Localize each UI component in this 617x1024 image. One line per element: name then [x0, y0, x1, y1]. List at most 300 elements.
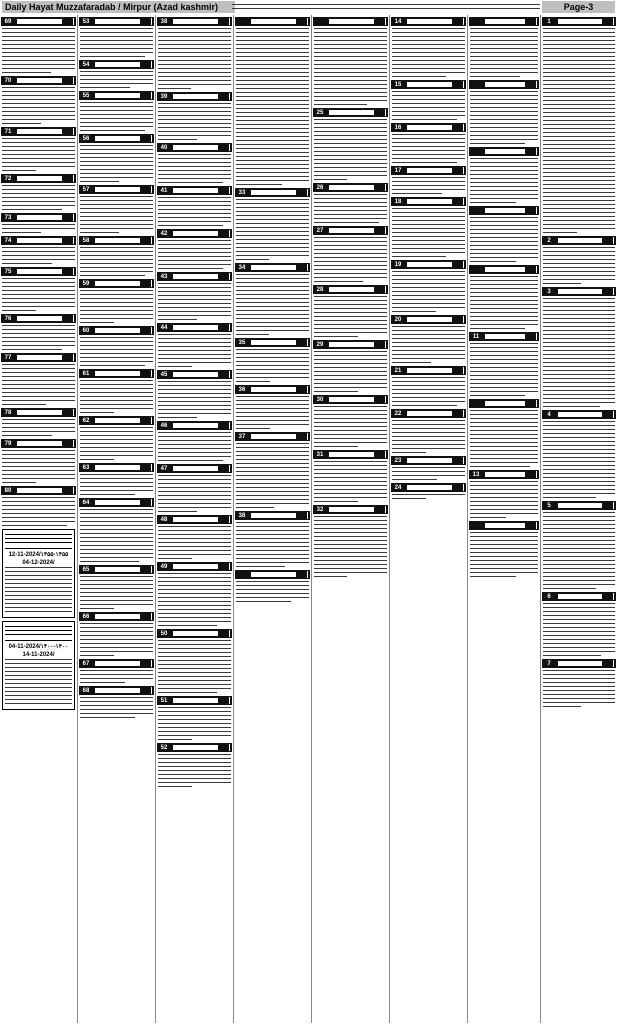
- text-line: [236, 538, 309, 539]
- text-line: [236, 471, 309, 472]
- ad-header-bar: [79, 463, 154, 472]
- text-line: [2, 380, 75, 381]
- text-line: [236, 534, 309, 535]
- text-line: [470, 245, 538, 246]
- text-line: [314, 60, 387, 61]
- text-line: [392, 154, 465, 155]
- ad-tag: [453, 81, 464, 88]
- text-line: [314, 391, 358, 392]
- text-line: [80, 71, 153, 72]
- text-line: [392, 338, 465, 339]
- ad-number: 79: [4, 440, 12, 447]
- text-line: [543, 216, 615, 217]
- ad-number: 11: [472, 333, 480, 340]
- text-line: [80, 322, 114, 323]
- text-line: [236, 318, 309, 319]
- text-line: [470, 64, 538, 65]
- text-line: [158, 358, 231, 359]
- text-line: [543, 635, 615, 636]
- text-line: [80, 674, 153, 675]
- text-line: [80, 604, 153, 605]
- text-line: [2, 497, 75, 498]
- text-line: [236, 92, 309, 93]
- ad-header-bar: [313, 340, 388, 349]
- ad-header-bar: [1, 267, 76, 276]
- ad-text-block: [392, 377, 465, 406]
- text-line: [236, 495, 309, 496]
- text-line: [158, 601, 231, 602]
- text-line: [158, 460, 223, 461]
- text-line: [392, 311, 436, 312]
- text-line: [470, 375, 538, 376]
- text-line: [2, 306, 75, 307]
- text-line: [470, 276, 538, 277]
- ad-header-bar: [391, 80, 466, 89]
- text-line: [2, 427, 75, 428]
- text-line: [543, 485, 615, 486]
- ad-text-block: [543, 670, 615, 707]
- text-line: [236, 503, 309, 504]
- text-line: [158, 664, 231, 665]
- text-line: [470, 556, 538, 557]
- ad-header-bar: [157, 186, 232, 195]
- ad-title-slot: [17, 238, 62, 243]
- ad-tag: [453, 410, 464, 417]
- text-line: [2, 87, 75, 88]
- text-line: [236, 306, 309, 307]
- ad-number: 66: [82, 613, 90, 620]
- text-line: [470, 174, 538, 175]
- text-line: [392, 381, 465, 382]
- text-line: [158, 762, 231, 763]
- ad-text-block: [470, 481, 538, 518]
- text-line: [543, 88, 615, 89]
- ad-title-slot: [485, 82, 525, 87]
- text-line: [158, 56, 231, 57]
- text-line: [80, 537, 153, 538]
- text-line: [2, 521, 75, 522]
- text-line: [392, 228, 465, 229]
- text-line: [543, 588, 596, 589]
- ad-tag: [141, 186, 152, 193]
- ad-text-block: [470, 217, 538, 262]
- text-line: [543, 354, 615, 355]
- text-line: [314, 237, 387, 238]
- text-line: [543, 390, 615, 391]
- text-line: [236, 365, 309, 366]
- text-line: [80, 588, 153, 589]
- text-line: [543, 603, 615, 604]
- text-line: [80, 494, 135, 495]
- text-line: [543, 394, 615, 395]
- text-line: [80, 682, 125, 683]
- text-line: [80, 713, 153, 714]
- ad-tag: [141, 417, 152, 424]
- ad-text-block: [314, 194, 387, 223]
- text-line: [2, 150, 75, 151]
- text-line: [392, 342, 465, 343]
- text-line: [2, 501, 75, 502]
- ad-title-slot: [485, 401, 525, 406]
- text-line: [543, 136, 615, 137]
- ad-text-block: [392, 91, 465, 120]
- text-line: [543, 568, 615, 569]
- text-line: [236, 298, 309, 299]
- ad-number: 76: [4, 315, 12, 322]
- ad-text-block: [470, 343, 538, 396]
- text-line: [158, 295, 231, 296]
- text-line: [470, 320, 538, 321]
- text-line: [314, 198, 387, 199]
- text-line: [80, 337, 153, 338]
- text-line: [158, 672, 231, 673]
- ad-tag: [297, 512, 308, 519]
- text-line: [470, 347, 538, 348]
- text-line: [80, 106, 153, 107]
- text-line: [80, 388, 153, 389]
- ad-header-bar: [79, 60, 154, 69]
- ad-text-block: [80, 196, 153, 233]
- text-line: [158, 538, 231, 539]
- text-line: [543, 160, 615, 161]
- ad-header-bar: [313, 226, 388, 235]
- text-line: [543, 28, 615, 29]
- text-line: [158, 475, 231, 476]
- ad-title-slot: [407, 317, 452, 322]
- text-line: [314, 336, 358, 337]
- ad-number: 58: [82, 237, 90, 244]
- text-line: [543, 32, 615, 33]
- text-line: [470, 253, 538, 254]
- text-line: [2, 466, 75, 467]
- text-line: [80, 557, 153, 558]
- ad-text-block: [80, 247, 153, 276]
- text-line: [158, 209, 231, 210]
- text-line: [314, 281, 363, 282]
- text-line: [543, 560, 615, 561]
- ad-number: 70: [4, 77, 12, 84]
- text-line: [236, 100, 309, 101]
- text-line: [470, 572, 538, 573]
- ad-title-slot: [173, 145, 218, 150]
- text-line: [543, 493, 615, 494]
- text-line: [236, 322, 309, 323]
- ad-title-slot: [173, 19, 218, 24]
- text-line: [543, 251, 615, 252]
- text-line: [158, 766, 231, 767]
- ad-text-block: [80, 102, 153, 131]
- text-line: [2, 232, 41, 233]
- text-line: [158, 754, 231, 755]
- text-line: [314, 548, 387, 549]
- text-line: [2, 478, 75, 479]
- text-line: [2, 396, 75, 397]
- text-line: [314, 52, 387, 53]
- ad-tag: [526, 148, 537, 155]
- ad-number: 50: [160, 630, 168, 637]
- text-line: [2, 170, 36, 171]
- ad-text-block: [392, 28, 465, 77]
- text-line: [158, 573, 231, 574]
- text-line: [80, 169, 153, 170]
- text-line: [158, 436, 231, 437]
- text-line: [543, 611, 615, 612]
- text-line: [543, 425, 615, 426]
- text-line: [543, 437, 615, 438]
- text-line: [543, 706, 581, 707]
- text-line: [158, 174, 231, 175]
- text-line: [80, 52, 153, 53]
- text-line: [543, 200, 615, 201]
- text-line: [236, 168, 309, 169]
- text-line: [80, 177, 153, 178]
- text-line: [236, 326, 309, 327]
- column-3: [156, 15, 234, 1023]
- text-line: [158, 723, 231, 724]
- text-line: [236, 203, 309, 204]
- text-line: [543, 572, 615, 573]
- text-line: [236, 104, 309, 105]
- text-line: [158, 417, 197, 418]
- ad-title-slot: [17, 129, 62, 134]
- text-line: [80, 553, 153, 554]
- text-line: [80, 412, 114, 413]
- text-line: [392, 158, 465, 159]
- text-line: [543, 116, 615, 117]
- text-line: [236, 526, 309, 527]
- text-line: [158, 72, 231, 73]
- text-line: [158, 154, 231, 155]
- text-line: [543, 406, 600, 407]
- ad-tag: [219, 324, 230, 331]
- text-line: [470, 162, 538, 163]
- text-line: [314, 88, 387, 89]
- ad-tag: [219, 563, 230, 570]
- masthead-title: Daily Hayat Muzzafaradab / Mirpur (Azad kashmir): [2, 1, 235, 13]
- text-line: [236, 148, 309, 149]
- text-line: [80, 592, 153, 593]
- text-line: [5, 659, 72, 660]
- ad-header-bar: [469, 80, 539, 89]
- text-line: [314, 139, 387, 140]
- ad-title-slot: [95, 281, 140, 286]
- ad-number: 59: [82, 280, 90, 287]
- text-line: [158, 444, 231, 445]
- text-line: [470, 497, 538, 498]
- ad-text-block: [236, 396, 309, 429]
- ad-title-slot: [485, 334, 525, 339]
- text-line: [314, 155, 387, 156]
- column-5: [312, 15, 390, 1023]
- ad-tag: [603, 502, 614, 509]
- ad-number: 80: [4, 487, 12, 494]
- ad-text-block: [2, 364, 75, 405]
- text-line: [5, 611, 72, 612]
- ad-tag: [603, 18, 614, 25]
- ad-header-bar: [469, 265, 539, 274]
- text-line: [543, 196, 615, 197]
- text-line: [2, 462, 75, 463]
- text-line: [158, 170, 231, 171]
- text-line: [2, 341, 75, 342]
- text-line: [314, 28, 387, 29]
- text-line: [158, 589, 231, 590]
- text-line: [470, 367, 538, 368]
- text-line: [158, 256, 231, 257]
- text-line: [158, 609, 231, 610]
- text-line: [2, 209, 62, 210]
- text-line: [236, 349, 309, 350]
- text-line: [158, 342, 231, 343]
- text-line: [158, 315, 231, 316]
- text-line: [543, 477, 615, 478]
- ad-number: 39: [160, 93, 168, 100]
- text-line: [314, 332, 387, 333]
- text-line: [543, 188, 615, 189]
- text-line: [392, 452, 426, 453]
- text-line: [470, 379, 538, 380]
- ad-title-slot: [251, 572, 296, 577]
- text-line: [314, 524, 387, 525]
- text-line: [543, 631, 615, 632]
- text-line: [80, 643, 153, 644]
- text-line: [543, 148, 615, 149]
- text-line: [2, 349, 62, 350]
- text-line: [80, 600, 153, 601]
- text-line: [470, 36, 538, 37]
- text-line: [236, 475, 309, 476]
- text-line: [158, 127, 231, 128]
- text-line: [2, 435, 52, 436]
- text-line: [392, 91, 465, 92]
- ad-title-slot: [251, 434, 296, 439]
- text-line: [392, 220, 465, 221]
- ad-number: 19: [394, 261, 402, 268]
- text-line: [5, 667, 72, 668]
- text-line: [158, 550, 231, 551]
- text-line: [158, 558, 192, 559]
- text-line: [314, 544, 387, 545]
- text-line: [158, 530, 231, 531]
- text-line: [80, 427, 153, 428]
- text-line: [314, 296, 387, 297]
- text-line: [314, 222, 379, 223]
- text-line: [543, 374, 615, 375]
- ad-title-slot: [329, 228, 374, 233]
- text-line: [158, 32, 231, 33]
- ad-header-bar: [391, 315, 466, 324]
- text-line: [80, 126, 153, 127]
- ad-header-bar: [1, 486, 76, 495]
- text-line: [470, 540, 538, 541]
- text-line: [314, 320, 387, 321]
- text-line: [543, 576, 615, 577]
- text-line: [2, 302, 75, 303]
- text-line: [80, 584, 153, 585]
- text-line: [543, 686, 615, 687]
- text-line: [314, 269, 387, 270]
- text-line: [314, 151, 387, 152]
- text-line: [314, 501, 358, 502]
- text-line: [236, 479, 309, 480]
- text-line: [236, 522, 309, 523]
- ad-title-slot: [329, 185, 374, 190]
- text-line: [80, 451, 153, 452]
- text-line: [543, 140, 615, 141]
- ad-tag: [453, 316, 464, 323]
- ad-header-bar: [313, 505, 388, 514]
- text-line: [158, 770, 231, 771]
- text-line: [470, 505, 538, 506]
- text-line: [2, 142, 75, 143]
- ad-title-slot: [95, 93, 140, 98]
- text-line: [158, 244, 231, 245]
- text-line: [2, 431, 75, 432]
- text-line: [543, 302, 615, 303]
- ad-text-block: [158, 154, 231, 183]
- text-line: [158, 735, 231, 736]
- text-line: [236, 32, 309, 33]
- text-line: [314, 556, 387, 557]
- text-line: [236, 428, 270, 429]
- text-line: [392, 134, 465, 135]
- text-line: [2, 376, 75, 377]
- ad-text-block: [158, 197, 231, 226]
- text-line: [470, 363, 538, 364]
- text-line: [543, 212, 615, 213]
- text-line: [314, 493, 387, 494]
- ad-tag: [526, 333, 537, 340]
- ad-header-bar: [542, 236, 616, 245]
- text-line: [2, 36, 75, 37]
- text-line: [543, 619, 615, 620]
- text-line: [236, 48, 309, 49]
- text-line: [158, 60, 231, 61]
- text-line: [236, 251, 309, 252]
- ad-text-block: [543, 512, 615, 589]
- text-line: [158, 115, 231, 116]
- text-line: [236, 404, 309, 405]
- ad-text-block: [80, 28, 153, 57]
- text-line: [80, 200, 153, 201]
- text-line: [314, 438, 387, 439]
- ad-title-slot: [407, 125, 452, 130]
- ad-tag: [219, 230, 230, 237]
- ad-number: 4: [547, 411, 551, 418]
- text-line: [5, 591, 72, 592]
- ad-title-slot: [558, 289, 602, 294]
- ad-tag: [141, 237, 152, 244]
- text-line: [236, 80, 309, 81]
- text-line: [236, 451, 309, 452]
- text-line: [543, 208, 615, 209]
- text-line: [314, 363, 387, 364]
- text-line: [314, 100, 387, 101]
- text-line: [236, 530, 309, 531]
- ad-header-bar: [469, 147, 539, 156]
- text-line: [80, 310, 153, 311]
- text-line: [392, 28, 465, 29]
- ad-number: 35: [238, 339, 246, 346]
- text-line: [158, 103, 231, 104]
- ad-header-bar: [235, 263, 310, 272]
- text-line: [158, 123, 231, 124]
- text-line: [158, 389, 231, 390]
- ad-text-block: [80, 380, 153, 413]
- text-line: [158, 585, 231, 586]
- text-line: [392, 48, 465, 49]
- text-line: [392, 32, 465, 33]
